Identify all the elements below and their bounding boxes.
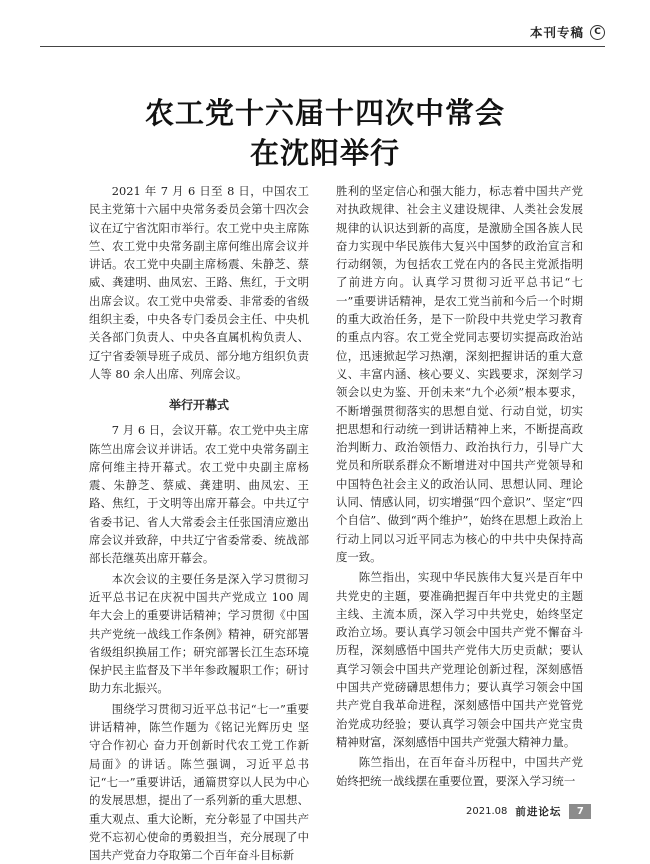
article-title-line-1: 农工党十六届十四次中常会 xyxy=(144,96,505,130)
circle-c-logo-icon xyxy=(590,25,605,40)
header-divider xyxy=(40,46,605,47)
page-number: 7 xyxy=(569,804,591,819)
paragraph: 陈竺指出，在百年奋斗历程中，中国共产党始终把统一战线摆在重要位置，要深入学习统一 xyxy=(336,755,583,788)
issue-date: 2021.08 xyxy=(466,806,508,817)
page-footer xyxy=(466,804,591,819)
paragraph: 围绕学习贯彻习近平总书记“七一”重要讲话精神，陈竺作题为《铭记光辉历史 坚守合作初心 奋力开创新时代农工党工作新局面》的讲话。陈竺强调，习近平总书记“七一”重要讲话，通篇贯穿以人民为中心的发展思想，提出了一系列新的重大思想、重大观点、重大论断，充分彰显了中国共产党不忘初心使命的勇毅担当，充分展现了中国共产党奋力夺取第二个百年奋斗目标新 xyxy=(89,701,309,863)
paragraph: 2021 年 7 月 6 日至 8 日，中国农工民主党第十六届中央常务委员会第十四次会议在辽宁省沈阳市举行。农工党中央主席陈竺、农工党中央常务副主席何维出席会议并讲话。农工党中央副主席杨震、朱静芝、蔡威、龚建明、曲凤宏、王路、焦红，于文明出席会议。农工党中央常委、非常委的省级组织主委，中央各专门委员会主任、中央机关各部门负责人、中央各直属机构负责人、辽宁省委领导班子成员、部分地方组织负责人等 80 余人出席、列席会议。 xyxy=(89,184,309,381)
paragraph-continued: 胜利的坚定信心和强大能力，标志着中国共产党对执政规律、社会主义建设规律、人类社会发展规律的认识达到新的高度，是激励全国各族人民奋力实现中华民族伟大复兴中国梦的政治宣言和行动纲领，为包括农工党在内的各民主党派指明了前进方向。认真学习贯彻习近平总书记“七一”重要讲话精神，是农工党当前和今后一个时期的重大政治任务，是下一阶段中共党史学习教育的重点内容。农工党全党同志要切实提高政治站位，迅速掀起学习热潮，深刻把握讲话的重大意义、丰富内涵、核心要义、实践要求，深刻学习领会以史为鉴、开创未来“九个必须”根本要求，不断增强贯彻落实的思想自觉、行动自觉，切实把思想和行动统一到讲话精神上来，不断提高政治判断力、政治领悟力、政治执行力，引导广大党员和所联系群众不断增进对中国共产党领导和中国特色社会主义的政治认同、思想认同、理论认同、情感认同，切实增强“四个意识”、坚定“四个自信”、做到“两个维护”，始终在思想上政治上行动上同以习近平同志为核心的中共中央保持高度一致。 xyxy=(336,184,583,564)
right-column xyxy=(336,182,583,790)
left-column xyxy=(89,182,309,864)
section-label: 本刊专稿 xyxy=(529,25,584,40)
magazine-name: 前进论坛 xyxy=(515,806,562,818)
section-header xyxy=(521,22,605,42)
subheading: 举行开幕式 xyxy=(168,398,229,413)
paragraph: 7 月 6 日，会议开幕。农工党中央主席陈竺出席会议并讲话。农工党中央常务副主席何维主持开幕式。农工党中央副主席杨震、朱静芝、蔡威、龚建明、曲凤宏、王路、焦红，于文明等出席开幕会。中共辽宁省委书记、省人大常委会主任张国清应邀出席会议并致辞，中共辽宁省委常委、统战部部长范继英出席开幕会。 xyxy=(89,423,309,566)
article-title-line-2: 在沈阳举行 xyxy=(249,136,400,170)
logo-glyph: C xyxy=(594,26,601,37)
paragraph: 陈竺指出，实现中华民族伟大复兴是百年中共党史的主题，要准确把握百年中共党史的主题主线、主流本质，深入学习中共党史，始终坚定政治立场。要认真学习领会中国共产党不懈奋斗历程，深刻感悟中国共产党伟大历史贡献；要认真学习领会中国共产党理论创新过程，深刻感悟中国共产党磅礴思想伟力；要认真学习领会中国共产党自我革命进程，深刻感悟中国共产党管党治党成功经验；要认真学习领会中国共产党宝贵精神财富，深刻感悟中国共产党强大精神力量。 xyxy=(336,570,583,749)
paragraph: 本次会议的主要任务是深入学习贯彻习近平总书记在庆祝中国共产党成立 100 周年大会上的重要讲话精神；学习贯彻《中国共产党统一战线工作条例》精神，研究部署省级组织换届工作；研究部署长江生态环境保护民主监督及下半年参政履职工作；研讨助力东北振兴。 xyxy=(89,571,309,696)
